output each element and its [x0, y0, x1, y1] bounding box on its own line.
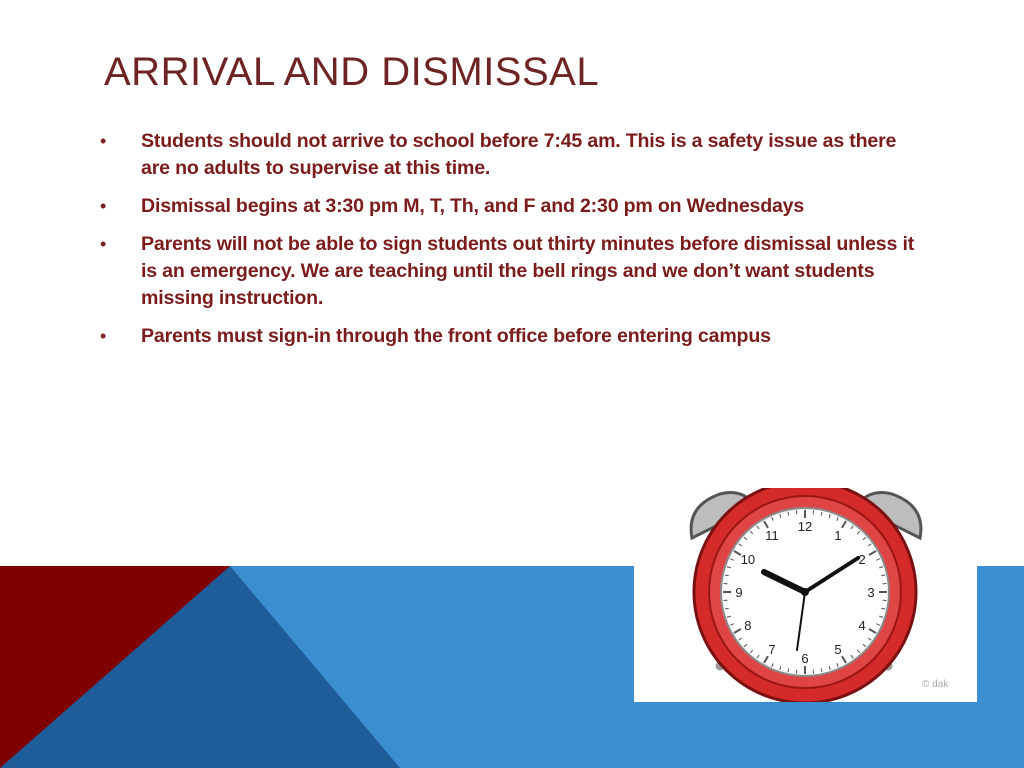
- bullet-item: [100, 193, 920, 220]
- clock-numeral: 6: [801, 651, 809, 666]
- bullet-text: Students should not arrive to school before 7:45 am. This is a safety issue as there are no adults to supervise at this time.: [141, 130, 897, 179]
- clock-numeral: 10: [740, 552, 756, 567]
- clock-numeral: 12: [797, 519, 813, 534]
- clock-center-pin: [801, 588, 809, 596]
- bullet-item: [100, 231, 920, 312]
- alarm-clock-picture: [634, 488, 977, 702]
- bullet-item: [100, 128, 920, 182]
- clock-numeral: 11: [765, 527, 779, 543]
- bullet-marker: •: [100, 196, 107, 216]
- bullet-text: Parents will not be able to sign students out thirty minutes before dismissal unless it is an emergency. We are teaching until the bell rings and we don’t want students missing instruction.: [141, 233, 915, 309]
- clock-numeral: 1: [834, 527, 842, 543]
- clock-numeral: 8: [744, 618, 752, 633]
- clock-numeral: 2: [858, 552, 866, 567]
- bullet-text: Parents must sign-in through the front office before entering campus: [141, 325, 771, 347]
- bullet-marker: •: [100, 326, 107, 346]
- clock-numeral: 7: [768, 642, 776, 658]
- bullet-item: [100, 323, 920, 350]
- bullet-text: Dismissal begins at 3:30 pm M, T, Th, and F and 2:30 pm on Wednesdays: [141, 195, 805, 217]
- bullet-marker: •: [100, 131, 107, 151]
- slide-title: ARRIVAL AND DISMISSAL: [104, 50, 600, 94]
- alarm-clock-icon: [634, 488, 977, 702]
- bullet-marker: •: [100, 234, 107, 254]
- clock-numeral: 4: [858, 618, 866, 633]
- clock-numeral: 3: [867, 585, 875, 600]
- clock-numeral: 9: [735, 585, 743, 600]
- image-credit: © dak: [922, 679, 949, 690]
- clock-numeral: 5: [834, 642, 842, 658]
- bullet-list: [100, 128, 920, 361]
